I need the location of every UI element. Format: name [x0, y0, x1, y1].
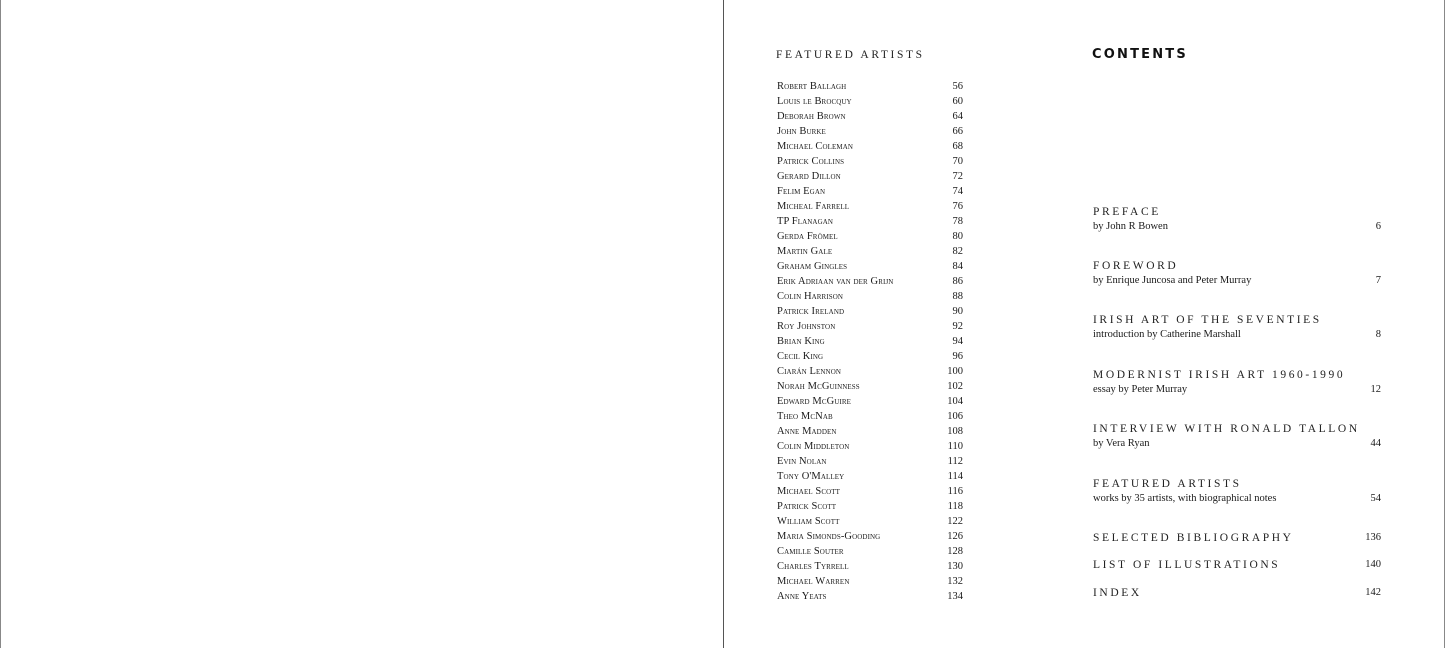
artist-row: [777, 439, 963, 454]
artist-row: [777, 154, 963, 169]
artist-name: Roy Johnston: [777, 321, 836, 332]
toc-entry-page-number: 8: [1375, 329, 1381, 340]
artist-page-number: 132: [947, 576, 963, 587]
toc-entry-subtitle: by John R Bowen: [1093, 221, 1168, 232]
toc-entry-subtitle: introduction by Catherine Marshall: [1093, 329, 1241, 340]
artist-name: Michael Warren: [777, 576, 850, 587]
artist-row: [777, 364, 963, 379]
artist-name: Gerard Dillon: [777, 171, 841, 182]
artist-page-number: 106: [947, 411, 963, 422]
artist-row: [777, 409, 963, 424]
artist-name: John Burke: [777, 126, 826, 137]
toc-entry-page-number: 54: [1370, 493, 1381, 504]
artist-row: [777, 304, 963, 319]
artist-page-number: 116: [947, 486, 963, 497]
artist-page-number: 128: [947, 546, 963, 557]
toc-entry-illustrations: [1093, 558, 1381, 572]
artist-name: Cecil King: [777, 351, 824, 362]
artist-name: Ciarán Lennon: [777, 366, 842, 377]
toc-entry-title: LIST OF ILLUSTRATIONS: [1093, 559, 1281, 571]
artist-row: [777, 289, 963, 304]
artist-name: Maria Simonds-Gooding: [777, 531, 881, 542]
artist-name: Micheal Farrell: [777, 201, 850, 212]
artist-row: [777, 469, 963, 484]
artist-row: [777, 529, 963, 544]
artist-row: [777, 124, 963, 139]
toc-entry-page-number: 136: [1365, 532, 1381, 543]
artist-page-number: 76: [952, 201, 963, 212]
featured-artists-heading: FEATURED ARTISTS: [776, 49, 925, 61]
contents-title: CONTENTS: [1092, 47, 1188, 62]
artist-row: [777, 199, 963, 214]
artist-page-number: 112: [947, 456, 963, 467]
artist-page-number: 118: [947, 501, 963, 512]
toc-entry-title: MODERNIST IRISH ART 1960-1990: [1093, 369, 1346, 381]
artist-row: [777, 574, 963, 589]
toc-entry-subtitle: works by 35 artists, with biographical notes: [1093, 493, 1277, 504]
artist-name: Evin Nolan: [777, 456, 827, 467]
artist-row: [777, 274, 963, 289]
toc-entry-bibliography: [1093, 531, 1381, 545]
toc-entry-interview: [1093, 422, 1381, 451]
artist-page-number: 56: [952, 81, 963, 92]
artist-name: Felim Egan: [777, 186, 826, 197]
toc-entry-page-number: 142: [1365, 587, 1381, 598]
artist-name: Graham Gingles: [777, 261, 848, 272]
artist-row: [777, 334, 963, 349]
artist-name: Brian King: [777, 336, 825, 347]
artist-row: [777, 514, 963, 529]
artist-page-number: 90: [952, 306, 963, 317]
artist-name: Colin Harrison: [777, 291, 844, 302]
toc-entry-featured-artists: [1093, 477, 1381, 506]
artist-list: [777, 79, 963, 604]
artist-name: Colin Middleton: [777, 441, 850, 452]
artist-page-number: 122: [947, 516, 963, 527]
artist-name: Louis le Brocquy: [777, 96, 852, 107]
artist-name: Erik Adriaan van der Grijn: [777, 276, 894, 287]
artist-name: Patrick Scott: [777, 501, 837, 512]
artist-name: Deborah Brown: [777, 111, 846, 122]
artist-name: TP Flanagan: [777, 216, 834, 227]
toc-entry-index: [1093, 586, 1381, 600]
artist-page-number: 70: [952, 156, 963, 167]
artist-row: [777, 454, 963, 469]
artist-name: Michael Coleman: [777, 141, 854, 152]
artist-row: [777, 229, 963, 244]
toc-entry-page-number: 140: [1365, 559, 1381, 570]
artist-page-number: 88: [952, 291, 963, 302]
toc-entry-page-number: 44: [1370, 438, 1381, 449]
toc-entry-title: FEATURED ARTISTS: [1093, 478, 1242, 490]
artist-page-number: 102: [947, 381, 963, 392]
artist-name: Anne Madden: [777, 426, 837, 437]
artist-row: [777, 394, 963, 409]
artist-row: [777, 559, 963, 574]
artist-row: [777, 109, 963, 124]
artist-page-number: 80: [952, 231, 963, 242]
artist-page-number: 64: [952, 111, 963, 122]
artist-page-number: 126: [947, 531, 963, 542]
artist-name: Charles Tyrrell: [777, 561, 849, 572]
artist-name: Anne Yeats: [777, 591, 827, 602]
toc-entry-foreword: [1093, 259, 1381, 288]
toc-entry-subtitle: by Enrique Juncosa and Peter Murray: [1093, 275, 1252, 286]
artist-name: Norah McGuinness: [777, 381, 860, 392]
artist-name: Martin Gale: [777, 246, 833, 257]
toc-entry-page-number: 7: [1375, 275, 1381, 286]
toc-entry-title: IRISH ART OF THE SEVENTIES: [1093, 314, 1322, 326]
artist-row: [777, 349, 963, 364]
artist-page-number: 114: [947, 471, 963, 482]
artist-name: Patrick Collins: [777, 156, 845, 167]
toc-entry-irish-art-seventies: [1093, 313, 1381, 342]
artist-page-number: 130: [947, 561, 963, 572]
artist-page-number: 78: [952, 216, 963, 227]
artist-page-number: 100: [947, 366, 963, 377]
toc-entry-modernist-irish-art: [1093, 368, 1381, 397]
artist-page-number: 92: [952, 321, 963, 332]
artist-page-number: 108: [947, 426, 963, 437]
artist-page-number: 66: [952, 126, 963, 137]
artist-row: [777, 319, 963, 334]
artist-page-number: 134: [947, 591, 963, 602]
artist-page-number: 60: [952, 96, 963, 107]
toc-entry-title: SELECTED BIBLIOGRAPHY: [1093, 532, 1294, 544]
artist-row: [777, 169, 963, 184]
artist-row: [777, 379, 963, 394]
artist-row: [777, 544, 963, 559]
artist-row: [777, 214, 963, 229]
artist-name: Gerda Frömel: [777, 231, 838, 242]
toc-entry-subtitle: essay by Peter Murray: [1093, 384, 1188, 395]
toc-entry-title: PREFACE: [1093, 206, 1161, 218]
artist-name: Tony O'Malley: [777, 471, 845, 482]
toc-entry-page-number: 6: [1375, 221, 1381, 232]
artist-name: Patrick Ireland: [777, 306, 845, 317]
artist-page-number: 84: [952, 261, 963, 272]
artist-row: [777, 139, 963, 154]
artist-name: William Scott: [777, 516, 840, 527]
artist-name: Edward McGuire: [777, 396, 852, 407]
artist-page-number: 110: [947, 441, 963, 452]
artist-row: [777, 424, 963, 439]
artist-name: Theo McNab: [777, 411, 833, 422]
artist-row: [777, 484, 963, 499]
artist-row: [777, 79, 963, 94]
artist-row: [777, 244, 963, 259]
toc-entry-title: FOREWORD: [1093, 260, 1179, 272]
toc-entry-title: INDEX: [1093, 587, 1142, 599]
artist-page-number: 74: [952, 186, 963, 197]
toc-entry-preface: [1093, 205, 1381, 234]
toc-entry-page-number: 12: [1370, 384, 1381, 395]
artist-page-number: 68: [952, 141, 963, 152]
artist-row: [777, 499, 963, 514]
artist-page-number: 72: [952, 171, 963, 182]
artist-page-number: 94: [952, 336, 963, 347]
artist-name: Robert Ballagh: [777, 81, 847, 92]
artist-page-number: 86: [952, 276, 963, 287]
artist-row: [777, 184, 963, 199]
toc-entry-subtitle: by Vera Ryan: [1093, 438, 1150, 449]
artist-page-number: 104: [947, 396, 963, 407]
artist-row: [777, 589, 963, 604]
artist-row: [777, 259, 963, 274]
toc-entry-title: INTERVIEW WITH RONALD TALLON: [1093, 423, 1360, 435]
artist-page-number: 96: [952, 351, 963, 362]
artist-row: [777, 94, 963, 109]
artist-page-number: 82: [952, 246, 963, 257]
artist-name: Camille Souter: [777, 546, 844, 557]
artist-name: Michael Scott: [777, 486, 841, 497]
